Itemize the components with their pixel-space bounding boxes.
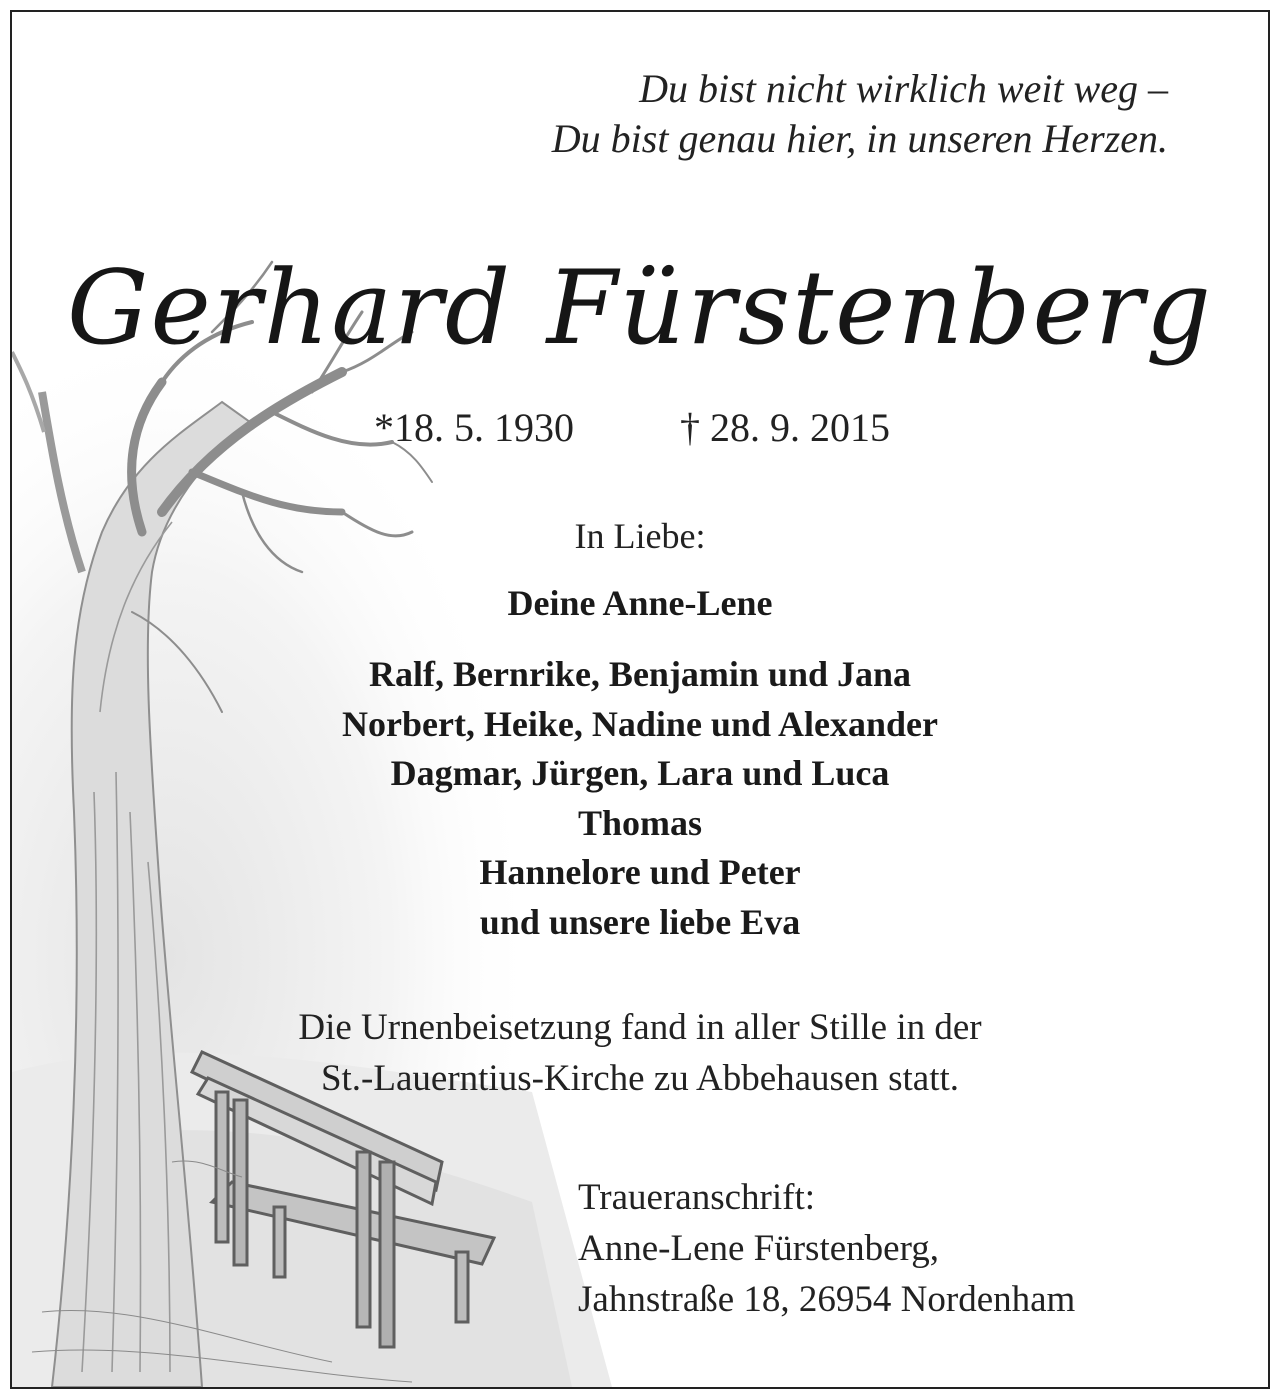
family-line: und unsere liebe Eva: [479, 901, 801, 942]
burial-line-2: St.-Lauerntius-Kirche zu Abbehausen statt.: [320, 1058, 960, 1099]
deceased-name: Gerhard Fürstenberg: [67, 249, 1213, 368]
family-line: Norbert, Heike, Nadine und Alexander: [341, 703, 938, 744]
spouse-name: Deine Anne-Lene: [507, 583, 773, 623]
mourning-address: [578, 1172, 1075, 1325]
family-line: Hannelore und Peter: [479, 852, 801, 892]
obituary-text: [12, 12, 1268, 1387]
family-line: Ralf, Bernrike, Benjamin und Jana: [368, 654, 912, 694]
address-heading: Traueranschrift:: [578, 1177, 816, 1218]
in-love-heading: In Liebe:: [574, 516, 706, 556]
quote-line-1: Du bist nicht wirklich weit weg –: [639, 66, 1168, 111]
memorial-quote: [552, 64, 1168, 164]
family-list: [12, 650, 1268, 947]
quote-line-2: Du bist genau hier, in unseren Herzen.: [551, 116, 1168, 161]
burial-note: [12, 1002, 1268, 1104]
family-line: Thomas: [577, 802, 703, 843]
burial-line-1: Die Urnenbeisetzung fand in aller Stille in der: [298, 1007, 982, 1048]
family-line: Dagmar, Jürgen, Lara und Luca: [390, 753, 890, 793]
birth-date: *18. 5. 1930: [374, 405, 574, 450]
death-date: † 28. 9. 2015: [680, 405, 890, 450]
address-name: Anne-Lene Fürstenberg,: [578, 1228, 939, 1269]
address-street: Jahnstraße 18, 26954 Nordenham: [578, 1279, 1076, 1320]
obituary-frame: [10, 10, 1270, 1389]
